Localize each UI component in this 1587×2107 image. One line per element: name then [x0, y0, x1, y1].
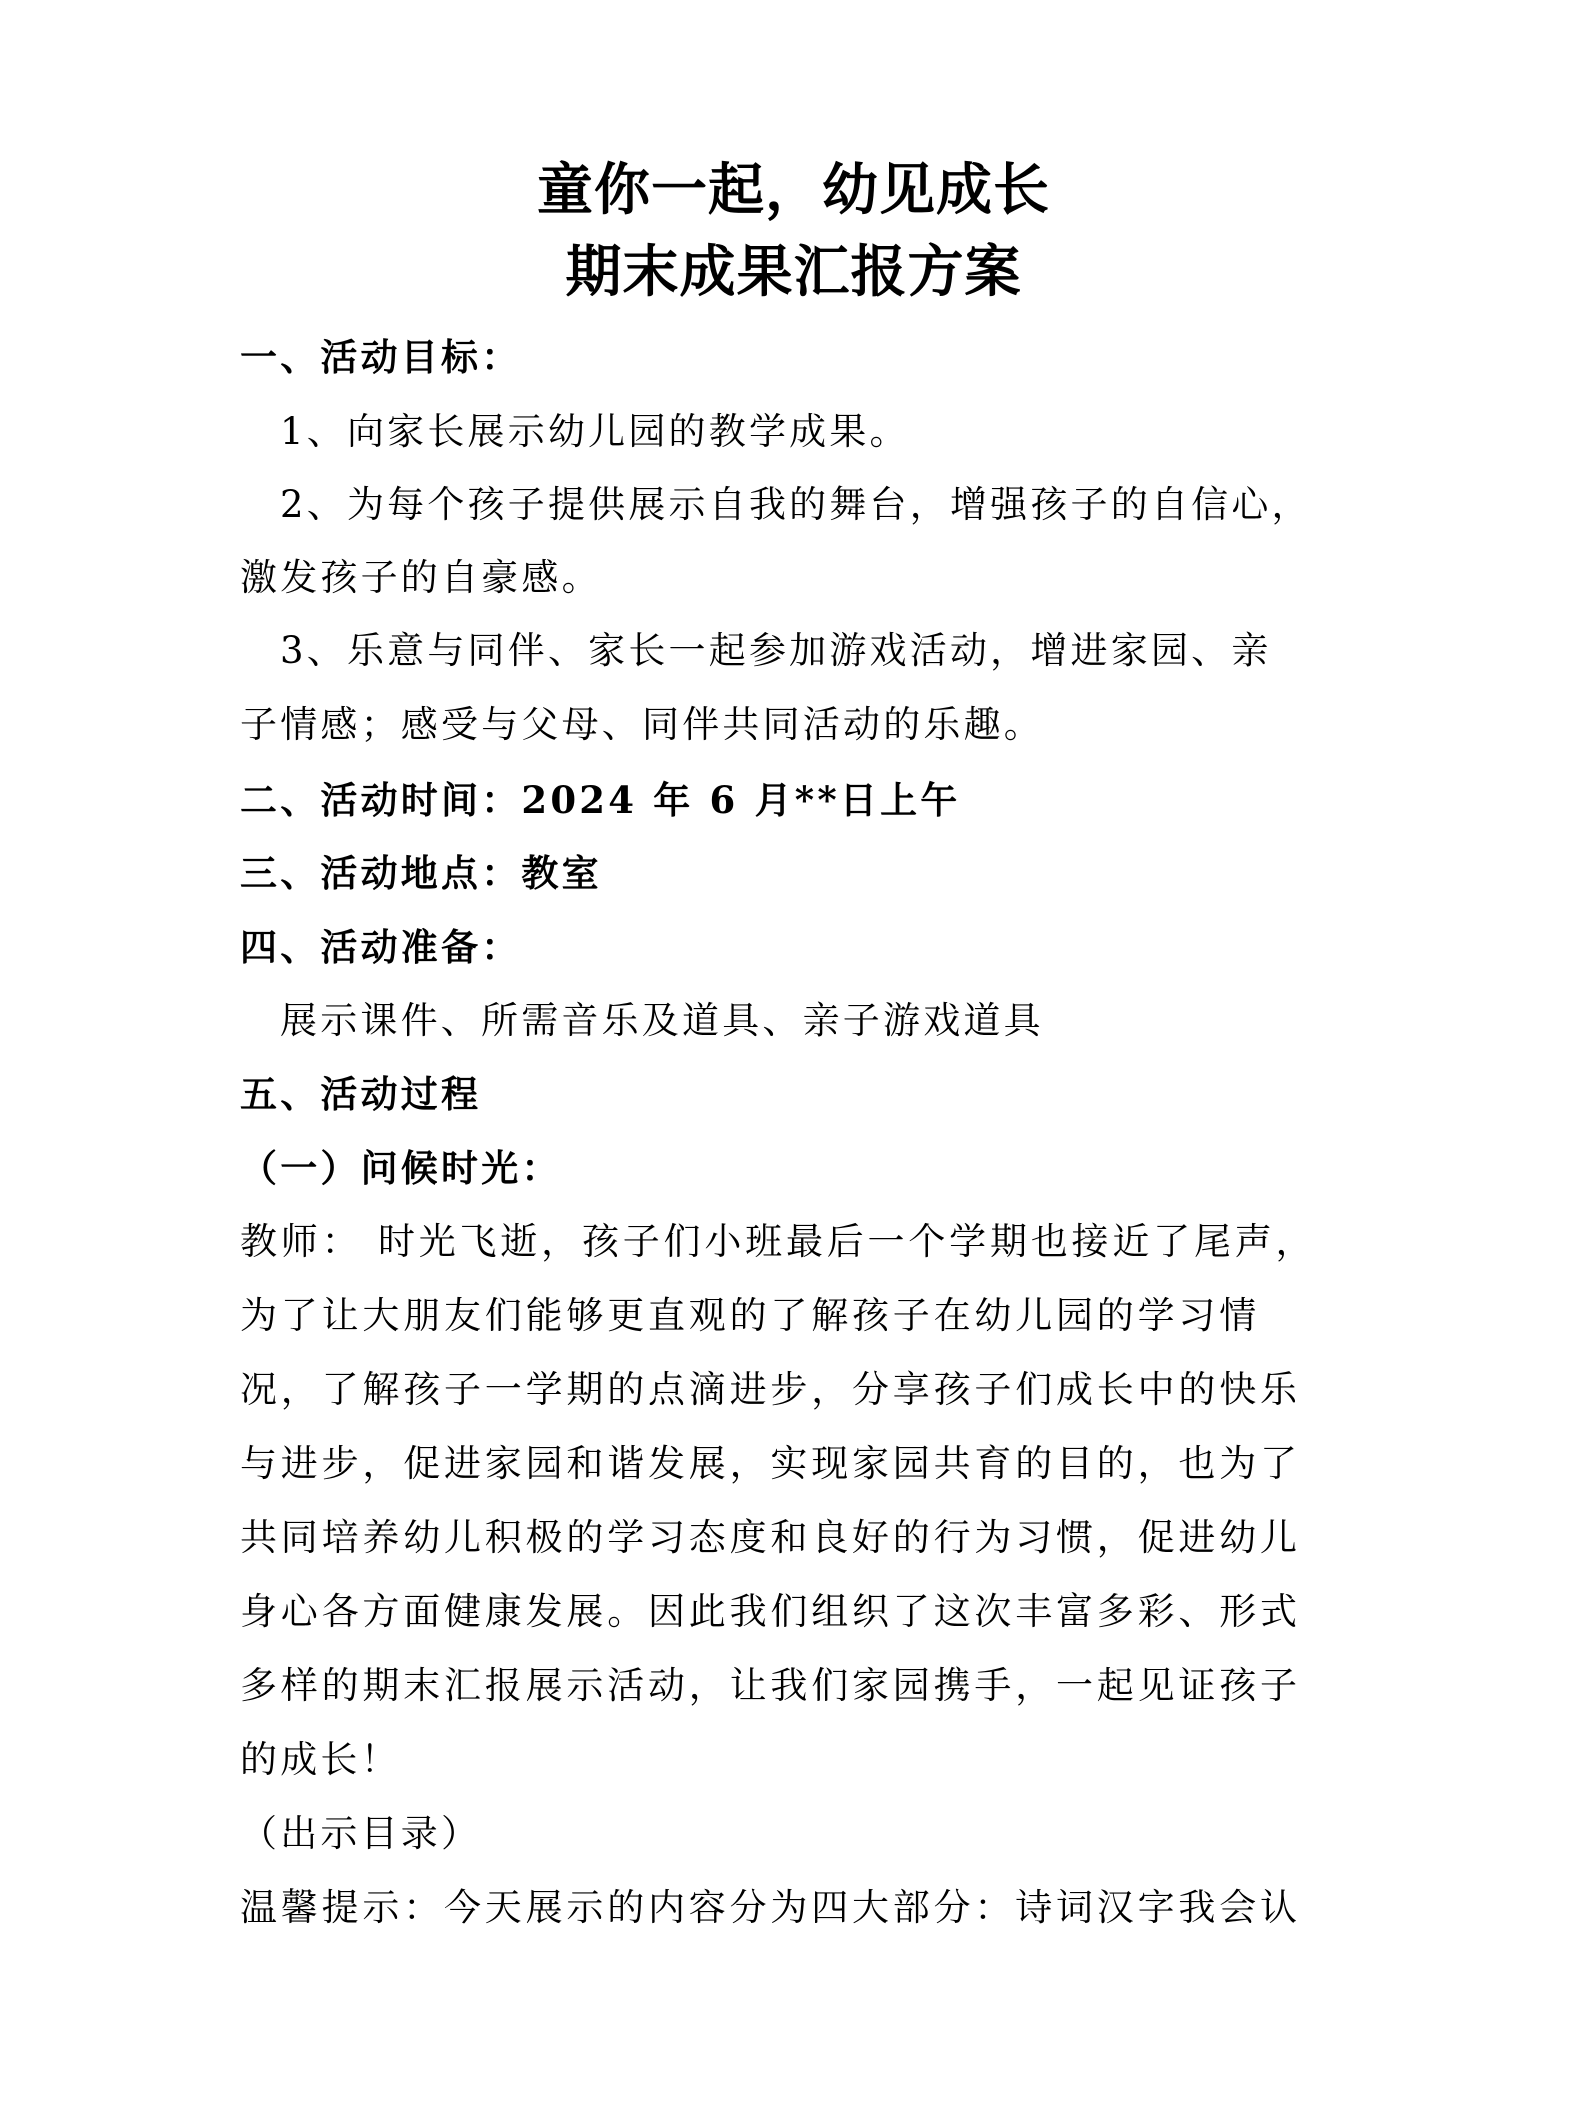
- section-heading-time: 二、活动时间：2024 年 6 月**日上午: [240, 778, 961, 822]
- paragraph-line: 与进步，促进家园和谐发展，实现家园共育的目的，也为了: [240, 1442, 1301, 1485]
- paragraph-line: 共同培养幼儿积极的学习态度和良好的行为习惯，促进幼儿: [240, 1516, 1301, 1559]
- goal-item-2-continued: 激发孩子的自豪感。: [240, 556, 602, 599]
- goal-item-2: 2、为每个孩子提供展示自我的舞台，增强孩子的自信心，: [280, 483, 1312, 526]
- section-heading-location: 三、活动地点：教室: [240, 851, 602, 895]
- stage-direction: （出示目录）: [240, 1812, 482, 1855]
- paragraph-line: 况，了解孩子一学期的点滴进步，分享孩子们成长中的快乐: [240, 1368, 1301, 1411]
- subsection-heading-greeting: （一）问候时光：: [240, 1146, 562, 1190]
- paragraph-line: 的成长！: [240, 1738, 401, 1781]
- paragraph-line: 为了让大朋友们能够更直观的了解孩子在幼儿园的学习情: [240, 1294, 1260, 1337]
- document-subtitle: 期末成果汇报方案: [565, 239, 1022, 305]
- document-title: 童你一起，幼见成长: [537, 157, 1050, 223]
- goal-item-1: 1、向家长展示幼儿园的教学成果。: [280, 410, 910, 453]
- paragraph-line: 多样的期末汇报展示活动，让我们家园携手，一起见证孩子: [240, 1664, 1301, 1707]
- paragraph-line: 身心各方面健康发展。因此我们组织了这次丰富多彩、形式: [240, 1590, 1301, 1633]
- goal-item-3-continued: 子情感；感受与父母、同伴共同活动的乐趣。: [240, 703, 1044, 746]
- tip-line: 温馨提示：今天展示的内容分为四大部分：诗词汉字我会认: [240, 1886, 1301, 1929]
- section-heading-goals: 一、活动目标：: [240, 335, 522, 379]
- goal-item-3: 3、乐意与同伴、家长一起参加游戏活动，增进家园、亲: [280, 629, 1272, 672]
- preparation-items: 展示课件、所需音乐及道具、亲子游戏道具: [280, 999, 1044, 1042]
- section-heading-process: 五、活动过程: [240, 1072, 482, 1116]
- section-heading-preparation: 四、活动准备：: [240, 925, 522, 969]
- paragraph-line: 教师： 时光飞逝，孩子们小班最后一个学期也接近了尾声，: [240, 1220, 1317, 1263]
